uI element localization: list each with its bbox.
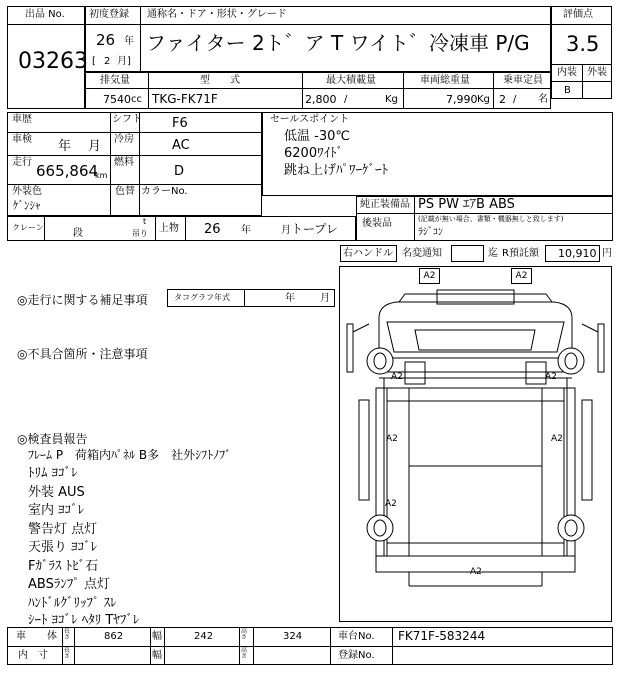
name-change-label: 名変通知 [402,248,442,259]
max-load-sep: / [344,94,348,105]
interior-label: 内装 [557,67,577,78]
max-load: 2,800 [305,93,337,106]
height-label: 高さ [241,628,248,641]
body-maker: トープレ [291,222,338,236]
inspector-label: ◎検査員報告 [17,432,88,446]
steering: 右ハンドル [343,248,393,259]
deposit: 10,910 [558,247,597,260]
deposit-unit: 円 [602,248,612,259]
color-no-label: 色替 [115,186,135,197]
damage-mark-2: A2 [511,268,532,284]
damage-mark-1: A2 [419,268,440,284]
inner-length-label: 長さ [64,647,71,660]
sales-point-line-3: 跳ね上げﾊﾟﾜｰｹﾞｰﾄ [284,163,389,178]
length-label: 長さ [64,628,71,641]
car-name: ファイター 2ト゛ア T ワイト゛冷凍車 P/G [146,31,530,55]
report-line-1: ﾌﾚｰﾑ P 荷箱内ﾊﾟﾈﾙ B多 社外ｼﾌﾄﾉﾌﾞ [28,448,232,462]
aftermarket: ﾗｼﾞｺﾝ [418,227,443,238]
report-line-9: ﾊﾝﾄﾞﾙｸﾞﾘｯﾌﾟ ｽﾚ [28,596,117,611]
report-line-4: 室内 ﾖｺﾞﾚ [28,503,85,518]
tacho-label: タコグラフ年式 [174,293,230,302]
lot-no: 03263 [18,49,88,74]
color-code-label: カラーNo. [141,186,188,197]
displacement-unit: cc [131,94,142,105]
height: 324 [283,631,303,642]
exterior-label: 外装 [587,67,607,78]
reg-month: 2 [104,56,111,67]
capacity-label: 乗車定員 [503,75,543,86]
reg-year-unit: 年 [124,36,134,47]
damage-mark-8: A2 [470,567,482,577]
body-year-unit: 年 [241,225,251,236]
displacement-label: 排気量 [100,75,130,86]
reg-year: 26 [96,31,116,49]
inspection-label: 車検 [12,134,32,145]
mileage-unit: km [95,171,108,180]
capacity: 2 [499,93,506,106]
score-label: 評価点 [563,9,593,20]
gross-weight: 7,990 [446,93,478,106]
lot-no-label: 出品 No. [25,9,65,20]
deposit-label: R預託額 [502,248,539,259]
crane-ton: t [143,217,147,226]
chassis: FK71F-583244 [398,629,486,643]
report-line-7: Fｶﾞﾗｽ ﾄﾋﾞ石 [28,559,99,574]
insp-month-unit: 月 [88,139,102,154]
history-label: 車歴 [12,114,32,125]
damage-mark-7: A2 [385,499,397,509]
crane-hang: 吊り [132,229,148,238]
report-line-3: 外装 AUS [28,485,85,500]
width-label: 幅 [152,631,162,642]
sales-point-line-1: 低温 -30℃ [284,129,350,144]
report-line-6: 天張り ﾖｺﾞﾚ [28,540,98,555]
ext-color-label: 外装色 [12,186,42,197]
capacity-sep: / [513,94,517,105]
length: 862 [104,631,124,642]
reg-no-label: 登録No. [338,650,375,661]
body-dims-char-1: 車 [16,631,26,642]
sales-point-label: セールスポイント [270,114,350,125]
inner-width-label: 幅 [152,650,162,661]
model-label: 型 式 [200,75,240,86]
shift-label: シフト [112,114,142,125]
report-line-10: ｼｰﾄ ﾖｺﾞﾚ ﾍﾀﾘ Tﾔﾌﾞﾚ [28,613,140,628]
fuel-label: 燃料 [114,157,134,168]
max-load-unit: Kg [385,94,398,105]
inner-dims-label: 内 寸 [18,650,48,661]
defects-label: ◎不具合箇所・注意事項 [17,347,148,361]
chassis-label: 車台No. [338,631,375,642]
aircon: AC [172,138,190,153]
equipment-label: 純正装備品 [360,199,410,210]
displacement: 7540 [103,93,131,106]
inner-height-label: 高さ [241,647,248,660]
capacity-unit: 名 [538,94,548,105]
aftermarket-note: (記載が無い場合、書類・機器無しと致します) [418,215,564,223]
damage-mark-3: A2 [391,372,403,382]
tacho-month-unit: 月 [320,293,330,304]
report-line-8: ABSﾗﾝﾌﾟ 点灯 [28,577,110,592]
damage-mark-4: A2 [545,372,557,382]
report-line-5: 警告灯 点灯 [28,522,98,537]
score: 3.5 [566,32,600,56]
body-label: 上物 [159,223,179,234]
body-month-unit: 月 [281,225,291,236]
equipment-items: PS PW ｴｱB ABS [418,197,515,212]
damage-mark-6: A2 [551,434,563,444]
gross-weight-label: 車両総重量 [420,75,470,86]
reg-month-open: [ [92,56,96,67]
name-label: 通称名・ドア・形状・グレード [147,9,287,20]
mileage: 665,864 [36,162,99,180]
body-dims-char-2: 体 [47,631,57,642]
name-change-box [451,245,484,262]
gross-weight-unit: Kg [477,94,490,105]
reg-month-close: 月] [117,56,131,67]
shift: F6 [172,116,188,131]
first-reg-label: 初度登録 [89,9,129,20]
aircon-label: 冷房 [114,134,134,145]
interior-grade: B [564,85,571,96]
fuel: D [174,164,185,179]
ext-color: ｹﾞﾝｼｬ [13,199,41,212]
report-line-2: ﾄﾘﾑ ﾖｺﾞﾚ [28,466,78,481]
crane-stage-unit: 段 [73,228,83,239]
body-year: 26 [204,222,221,237]
mileage-label: 走行 [12,157,32,168]
lapse-label: 迄 [488,248,498,259]
damage-mark-5: A2 [386,434,398,444]
width: 242 [194,631,214,642]
aftermarket-label: 後装品 [362,218,392,229]
tacho-year-unit: 年 [285,293,295,304]
insp-year-unit: 年 [58,139,72,154]
crane-label: クレーン [12,223,44,232]
sales-point-line-2: 6200ﾜｲﾄﾞ [284,146,344,161]
max-load-label: 最大積載量 [326,75,376,86]
driving-remarks-label: ◎走行に関する補足事項 [17,293,148,307]
model: TKG-FK71F [152,92,218,106]
